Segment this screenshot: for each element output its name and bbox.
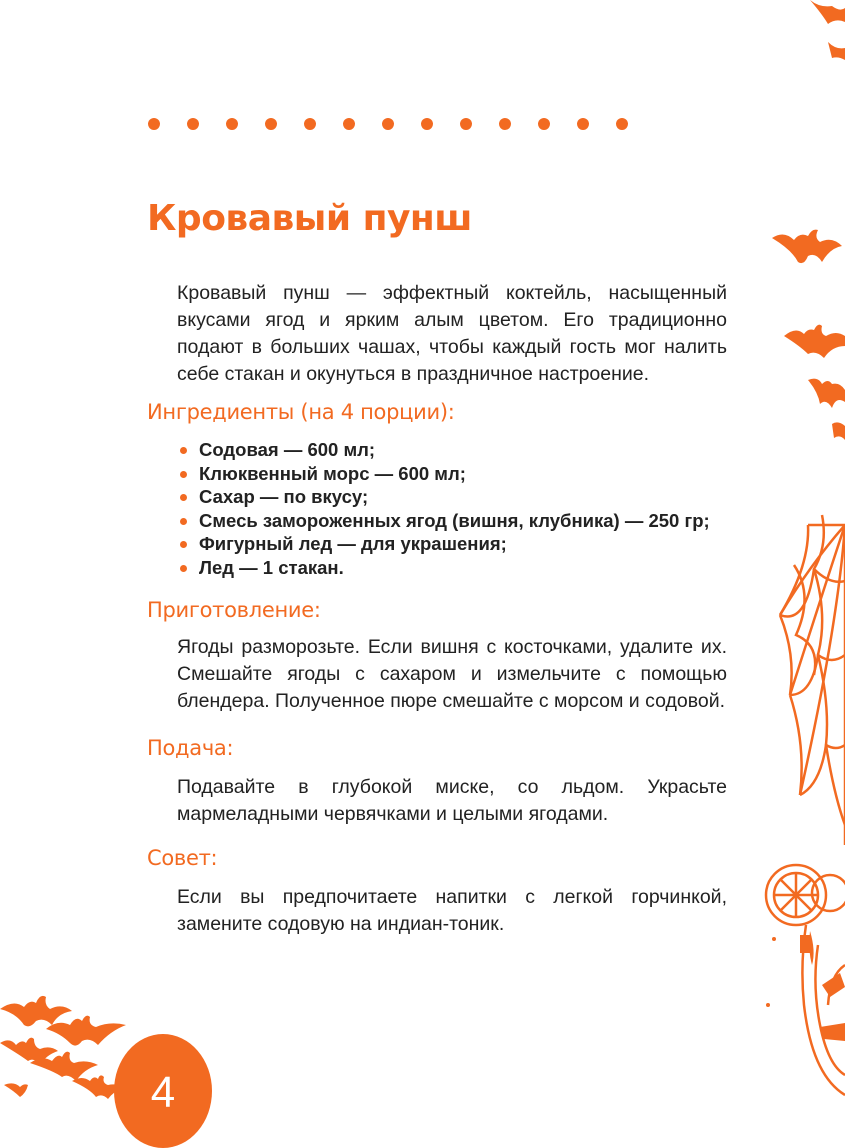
preparation-text: Ягоды разморозьте. Если вишня с косточками, удалите их. Смешайте ягоды с сахаром и измельчите с помощью блендера. Полученное пюре смешайте с морсом и содовой. bbox=[177, 636, 727, 712]
decorative-dots bbox=[148, 118, 628, 130]
tip-heading: Совет: bbox=[147, 846, 218, 870]
list-item: Смесь замороженных ягод (вишня, клубника) — 250 гр; bbox=[177, 509, 737, 533]
dot bbox=[499, 118, 511, 130]
ingredients-list bbox=[177, 438, 737, 579]
dot bbox=[148, 118, 160, 130]
dot bbox=[421, 118, 433, 130]
dot bbox=[382, 118, 394, 130]
page-title: Кровавый пунш bbox=[147, 198, 473, 239]
page-number: 4 bbox=[114, 1034, 212, 1148]
dot bbox=[187, 118, 199, 130]
spider-web-icon bbox=[770, 505, 845, 855]
intro-text: Кровавый пунш — эффектный коктейль, насыщенный вкусами ягод и ярким алым цветом. Его традиционно подают в больших чашах, чтобы каждый гость мог налить себе стакан и окунуться в праздничное настроение. bbox=[177, 282, 727, 385]
serving-text: Подавайте в глубокой миске, со льдом. Украсьте мармеладными червячками и целыми ягодами. bbox=[177, 776, 727, 825]
serving-heading: Подача: bbox=[147, 736, 234, 760]
list-item: Клюквенный морс — 600 мл; bbox=[177, 462, 737, 486]
dot bbox=[226, 118, 238, 130]
dot bbox=[577, 118, 589, 130]
dot bbox=[538, 118, 550, 130]
list-item: Сахар — по вкусу; bbox=[177, 485, 737, 509]
bat-icon bbox=[770, 0, 845, 440]
dot bbox=[265, 118, 277, 130]
dot bbox=[343, 118, 355, 130]
dot bbox=[616, 118, 628, 130]
pumpkin-icon bbox=[760, 855, 845, 1105]
list-item: Лед — 1 стакан. bbox=[177, 556, 737, 580]
tip-text: Если вы предпочитаете напитки с легкой горчинкой, замените содовую на индиан-тоник. bbox=[177, 886, 727, 935]
list-item: Содовая — 600 мл; bbox=[177, 438, 737, 462]
dot bbox=[304, 118, 316, 130]
ingredients-heading: Ингредиенты (на 4 порции): bbox=[147, 400, 455, 424]
preparation-heading: Приготовление: bbox=[147, 598, 321, 622]
list-item: Фигурный лед — для украшения; bbox=[177, 532, 737, 556]
dot bbox=[460, 118, 472, 130]
